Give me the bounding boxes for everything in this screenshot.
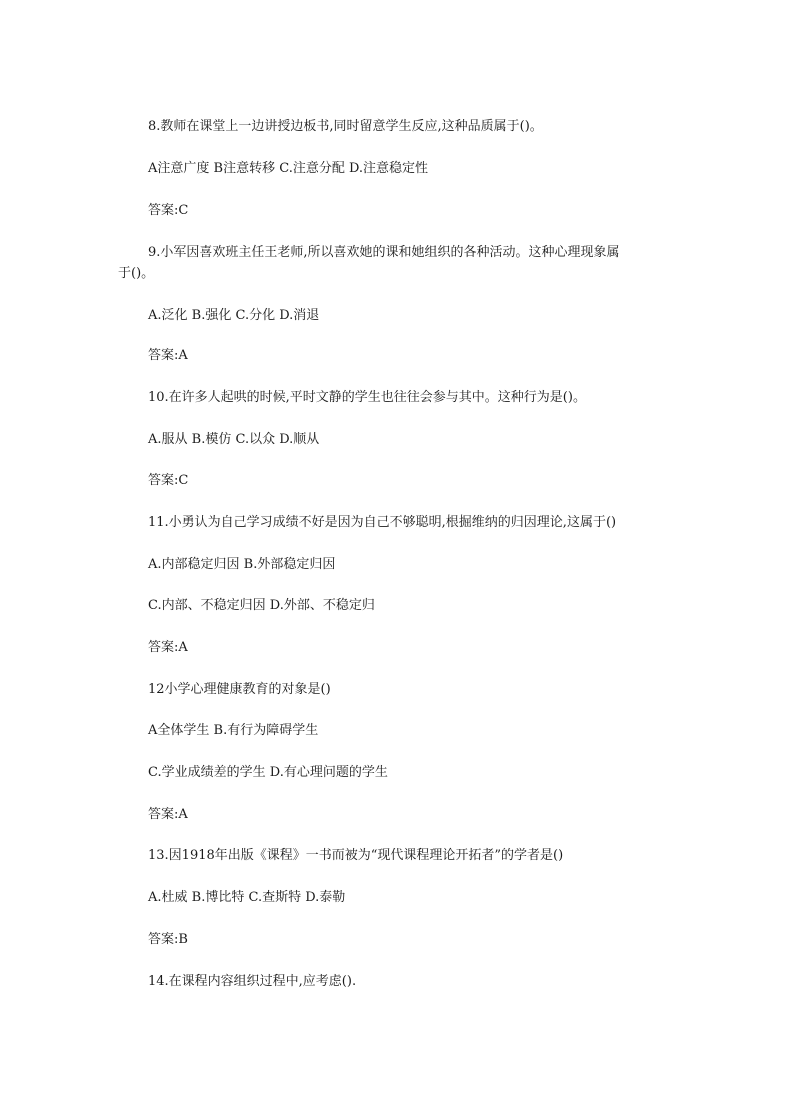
question-12-answer: 答案:A (148, 807, 188, 822)
question-10-options: A.服从 B.模仿 C.以众 D.顺从 (148, 432, 320, 447)
question-8-answer: 答案:C (148, 203, 189, 218)
question-9-stem: 9.小军因喜欢班主任王老师,所以喜欢她的课和她组织的各种活动。这种心理现象属 (148, 245, 620, 260)
question-13-options: A.杜威 B.博比特 C.查斯特 D.泰勒 (148, 890, 346, 905)
question-9-stem-continued: 于()。 (118, 266, 155, 281)
question-13-answer: 答案:B (148, 932, 188, 947)
question-14-stem: 14.在课程内容组织过程中,应考虑(). (148, 974, 357, 989)
question-12-options-line-1: A全体学生 B.有行为障碍学生 (148, 723, 319, 738)
question-9-answer: 答案:A (148, 348, 188, 363)
question-11-stem: 11.小勇认为自己学习成绩不好是因为自己不够聪明,根掘维纳的归因理论,这属于() (148, 515, 617, 530)
question-11-options-line-1: A.内部稳定归因 B.外部稳定归因 (148, 557, 336, 572)
question-12-options-line-2: C.学业成绩差的学生 D.有心理问题的学生 (148, 765, 388, 780)
question-12-stem: 12小学心理健康教育的对象是() (148, 682, 331, 697)
question-9-options: A.泛化 B.强化 C.分化 D.消退 (148, 308, 320, 323)
question-13-stem: 13.因1918年出版《课程》一书而被为“现代课程理论开拓者”的学者是() (148, 848, 564, 863)
question-10-answer: 答案:C (148, 473, 189, 488)
question-11-answer: 答案:A (148, 640, 188, 655)
question-8-stem: 8.教师在课堂上一边讲授边板书,同时留意学生反应,这种品质属于()。 (148, 119, 543, 134)
question-8-options: A注意广度 B注意转移 C.注意分配 D.注意稳定性 (148, 161, 429, 176)
question-11-options-line-2: C.内部、不稳定归因 D.外部、不稳定归 (148, 598, 375, 613)
question-10-stem: 10.在许多人起哄的时候,平时文静的学生也往往会参与其中。这种行为是()。 (148, 390, 586, 405)
